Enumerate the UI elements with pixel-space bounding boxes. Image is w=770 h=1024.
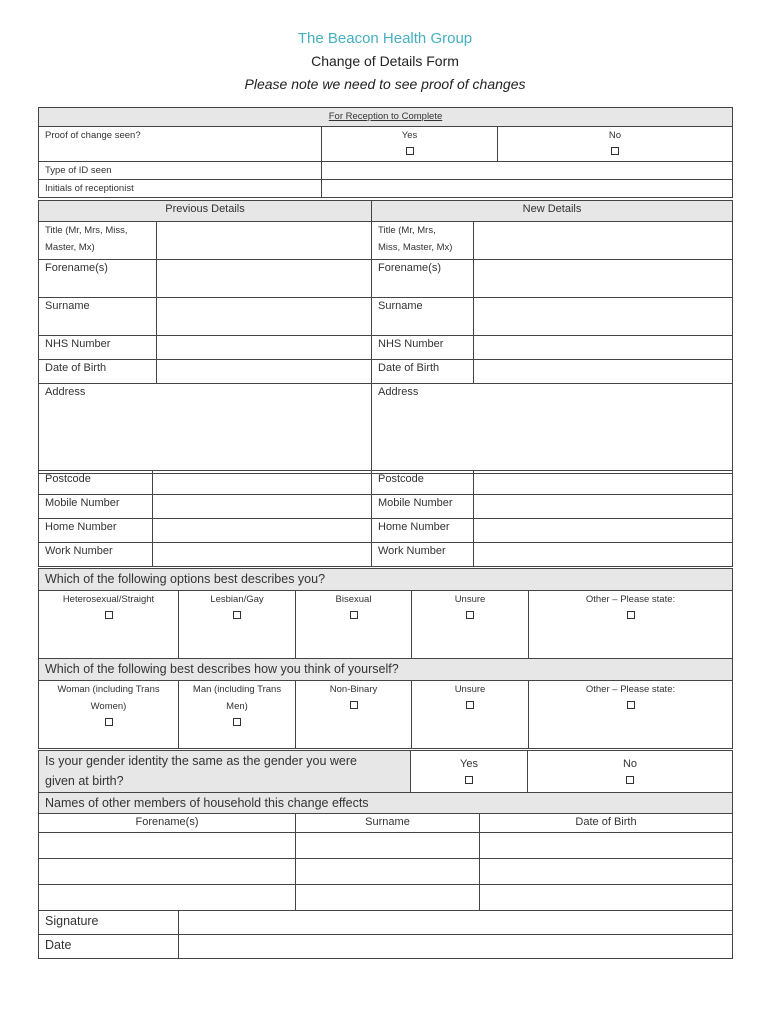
orientation-label-other: Other – Please state: — [585, 594, 676, 605]
gender-checkbox-other[interactable] — [627, 701, 635, 709]
gender-table — [38, 658, 733, 749]
new-mobile-label: Mobile Number — [372, 495, 474, 519]
new-work-field[interactable] — [474, 543, 733, 567]
identity-yes-checkbox[interactable] — [465, 776, 473, 784]
proof-no-checkbox[interactable] — [611, 147, 619, 155]
identity-no-checkbox[interactable] — [626, 776, 634, 784]
initials-field[interactable] — [322, 180, 733, 198]
orientation-checkbox-bisexual[interactable] — [350, 611, 358, 619]
new-postcode-field[interactable] — [474, 471, 733, 495]
signoff-table — [38, 910, 733, 959]
prev-title-label: Title (Mr, Mrs, Miss, Master, Mx) — [39, 222, 157, 260]
details-table — [38, 200, 733, 474]
gender-label-woman-line1: Woman (including Trans — [57, 684, 160, 695]
prev-forename-field[interactable] — [157, 260, 372, 298]
gender-label-unsure: Unsure — [454, 684, 486, 695]
prev-postcode-label: Postcode — [39, 471, 153, 495]
orientation-checkbox-unsure[interactable] — [466, 611, 474, 619]
new-details-heading: New Details — [372, 201, 733, 222]
gender-checkbox-unsure[interactable] — [466, 701, 474, 709]
household-row2-dob[interactable] — [480, 859, 733, 885]
prev-dob-field[interactable] — [157, 360, 372, 384]
prev-address-field[interactable] — [39, 384, 372, 474]
new-title-field[interactable] — [474, 222, 733, 260]
gender-label-man-line2: Men) — [226, 701, 248, 712]
orientation-option-bisexual[interactable] — [296, 591, 412, 659]
organisation-name: The Beacon Health Group — [297, 30, 473, 47]
new-forename-label: Forename(s) — [372, 260, 474, 298]
household-table — [38, 792, 733, 911]
gender-label-nonbinary: Non-Binary — [329, 684, 378, 695]
orientation-label-lesbian-gay: Lesbian/Gay — [210, 594, 264, 605]
signature-field[interactable] — [179, 911, 733, 935]
new-postcode-label: Postcode — [372, 471, 474, 495]
identity-yes-label: Yes — [460, 758, 478, 770]
orientation-label-heterosexual: Heterosexual/Straight — [62, 594, 155, 605]
identity-table — [38, 750, 733, 793]
household-row2-surname[interactable] — [296, 859, 480, 885]
new-surname-field[interactable] — [474, 298, 733, 336]
new-address-field[interactable] — [372, 384, 733, 474]
household-col-surname: Surname — [296, 814, 480, 833]
proof-yes-checkbox[interactable] — [406, 147, 414, 155]
orientation-option-unsure[interactable] — [412, 591, 529, 659]
proof-no-cell — [498, 127, 733, 162]
gender-checkbox-man[interactable] — [233, 718, 241, 726]
household-row3-dob[interactable] — [480, 885, 733, 911]
proof-note: Please note we need to see proof of changes — [244, 76, 526, 92]
prev-dob-label: Date of Birth — [39, 360, 157, 384]
reception-heading: For Reception to Complete — [39, 108, 733, 127]
household-col-dob: Date of Birth — [480, 814, 733, 833]
new-dob-field[interactable] — [474, 360, 733, 384]
orientation-table — [38, 568, 733, 659]
new-nhs-label: NHS Number — [372, 336, 474, 360]
form-title: Change of Details Form — [311, 53, 459, 69]
prev-surname-field[interactable] — [157, 298, 372, 336]
gender-option-man[interactable] — [179, 681, 296, 749]
proof-yes-label: Yes — [401, 130, 418, 141]
identity-question: Is your gender identity the same as the gender you were given at birth? — [39, 751, 411, 793]
proof-label: Proof of change seen? — [39, 127, 322, 162]
id-type-label: Type of ID seen — [39, 162, 322, 180]
gender-label-woman-line2: Women) — [90, 701, 127, 712]
orientation-option-lesbian-gay[interactable] — [179, 591, 296, 659]
id-type-field[interactable] — [322, 162, 733, 180]
previous-details-heading: Previous Details — [39, 201, 372, 222]
household-row3-forename[interactable] — [39, 885, 296, 911]
identity-yes-option[interactable] — [411, 751, 528, 793]
new-work-label: Work Number — [372, 543, 474, 567]
prev-surname-label: Surname — [39, 298, 157, 336]
orientation-label-unsure: Unsure — [454, 594, 486, 605]
household-row1-surname[interactable] — [296, 833, 480, 859]
orientation-option-other[interactable] — [529, 591, 733, 659]
household-row1-forename[interactable] — [39, 833, 296, 859]
prev-work-field[interactable] — [153, 543, 372, 567]
new-surname-label: Surname — [372, 298, 474, 336]
gender-option-unsure[interactable] — [412, 681, 529, 749]
new-nhs-field[interactable] — [474, 336, 733, 360]
household-row3-surname[interactable] — [296, 885, 480, 911]
proof-yes-cell — [322, 127, 498, 162]
signature-label: Signature — [39, 911, 179, 935]
new-mobile-field[interactable] — [474, 495, 733, 519]
new-address-label: Address — [378, 386, 419, 398]
orientation-option-heterosexual[interactable] — [39, 591, 179, 659]
orientation-checkbox-heterosexual[interactable] — [105, 611, 113, 619]
contact-table — [38, 470, 733, 567]
orientation-label-bisexual: Bisexual — [335, 594, 372, 605]
prev-mobile-label: Mobile Number — [39, 495, 153, 519]
new-home-label: Home Number — [372, 519, 474, 543]
household-col-forename: Forename(s) — [39, 814, 296, 833]
reception-table — [38, 107, 733, 198]
prev-postcode-field[interactable] — [153, 471, 372, 495]
household-heading: Names of other members of household this change effects — [39, 793, 733, 814]
orientation-checkbox-lesbian-gay[interactable] — [233, 611, 241, 619]
prev-address-label: Address — [45, 386, 86, 398]
date-field[interactable] — [179, 935, 733, 959]
orientation-checkbox-other[interactable] — [627, 611, 635, 619]
new-dob-label: Date of Birth — [372, 360, 474, 384]
identity-no-label: No — [622, 758, 638, 770]
household-row2-forename[interactable] — [39, 859, 296, 885]
gender-checkbox-nonbinary[interactable] — [350, 701, 358, 709]
gender-question: Which of the following best describes how you think of yourself? — [39, 659, 733, 681]
gender-label-man-line1: Man (including Trans — [192, 684, 282, 695]
date-label: Date — [39, 935, 179, 959]
prev-nhs-label: NHS Number — [39, 336, 157, 360]
prev-work-label: Work Number — [39, 543, 153, 567]
prev-mobile-field[interactable] — [153, 495, 372, 519]
gender-checkbox-woman[interactable] — [105, 718, 113, 726]
prev-home-label: Home Number — [39, 519, 153, 543]
prev-nhs-field[interactable] — [157, 336, 372, 360]
household-row1-dob[interactable] — [480, 833, 733, 859]
gender-option-woman[interactable] — [39, 681, 179, 749]
proof-no-label: No — [608, 130, 622, 141]
prev-title-field[interactable] — [157, 222, 372, 260]
identity-no-option[interactable] — [528, 751, 733, 793]
gender-option-nonbinary[interactable] — [296, 681, 412, 749]
new-home-field[interactable] — [474, 519, 733, 543]
new-forename-field[interactable] — [474, 260, 733, 298]
new-title-label: Title (Mr, Mrs, Miss, Master, Mx) — [372, 222, 474, 260]
orientation-question: Which of the following options best describes you? — [39, 569, 733, 591]
prev-forename-label: Forename(s) — [39, 260, 157, 298]
gender-label-other: Other – Please state: — [585, 684, 676, 695]
prev-home-field[interactable] — [153, 519, 372, 543]
gender-option-other[interactable] — [529, 681, 733, 749]
initials-label: Initials of receptionist — [39, 180, 322, 198]
